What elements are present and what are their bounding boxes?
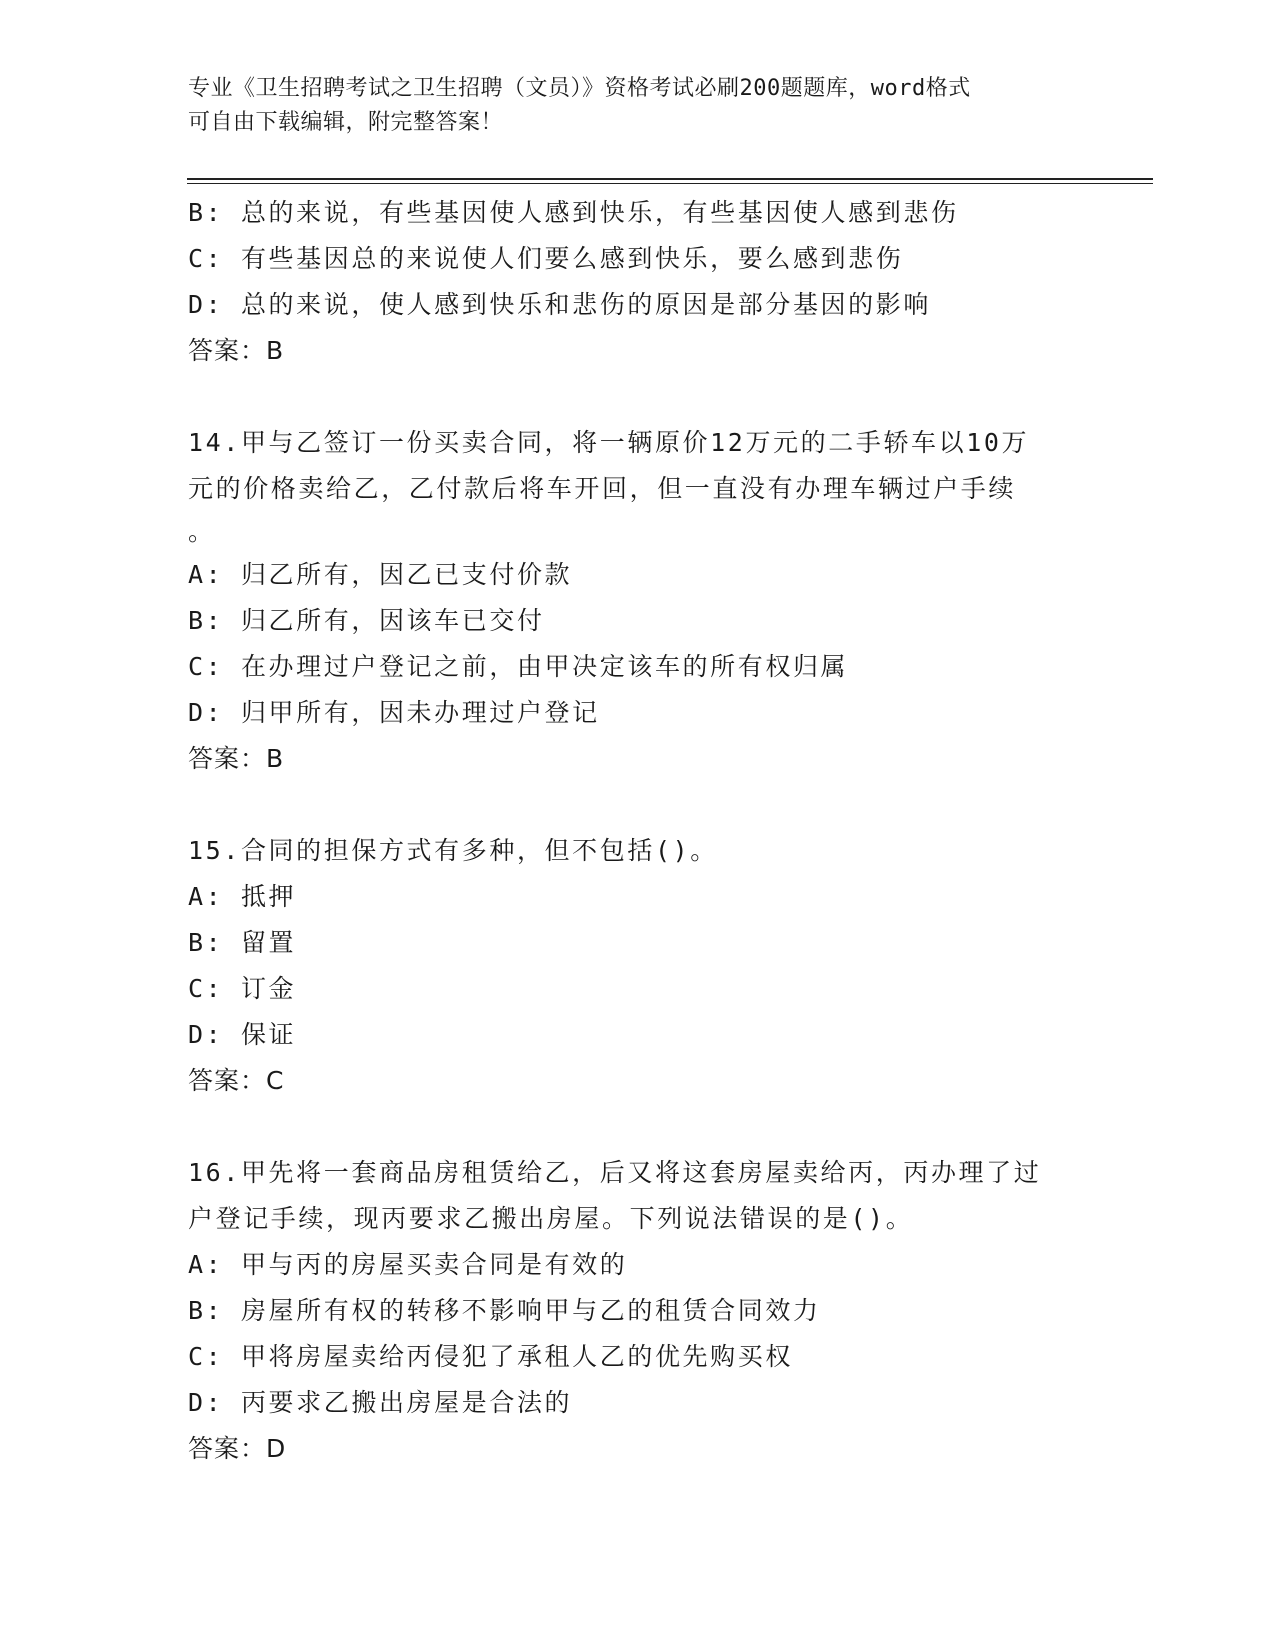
question-16 (188, 1150, 1088, 1472)
spacer (188, 1104, 1088, 1150)
question-stem: 元的价格卖给乙，乙付款后将车开回，但一直没有办理车辆过户手续 (188, 474, 1017, 503)
option-b: B: 房屋所有权的转移不影响甲与乙的租赁合同效力 (188, 1296, 821, 1325)
option-d: D: 保证 (188, 1020, 297, 1049)
header-divider-thick (187, 178, 1153, 180)
spacer (188, 374, 1088, 420)
question-14 (188, 420, 1088, 782)
option-d: D: 归甲所有，因未办理过户登记 (188, 698, 600, 727)
option-c: C: 订金 (188, 974, 297, 1003)
question-stem: 15.合同的担保方式有多种，但不包括()。 (188, 836, 718, 865)
header-title-line-1: 专业《卫生招聘考试之卫生招聘（文员）》资格考试必刷200题题库，word格式 (188, 76, 971, 101)
option-b: B: 总的来说，有些基因使人感到快乐，有些基因使人感到悲伤 (188, 198, 959, 227)
answer-line: 答案：C (188, 1066, 285, 1095)
answer-line: 答案：D (188, 1434, 287, 1463)
question-stem: 户登记手续，现丙要求乙搬出房屋。下列说法错误的是()。 (188, 1204, 914, 1233)
document-header (188, 72, 1088, 140)
question-15 (188, 828, 1088, 1104)
option-b: B: 归乙所有，因该车已交付 (188, 606, 545, 635)
answer-line: 答案：B (188, 336, 285, 365)
question-content (188, 190, 1088, 1472)
option-c: C: 在办理过户登记之前，由甲决定该车的所有权归属 (188, 652, 849, 681)
option-d: D: 总的来说，使人感到快乐和悲伤的原因是部分基因的影响 (188, 290, 931, 319)
question-13 (188, 190, 1088, 374)
header-title-line-2: 可自由下载编辑，附完整答案！ (188, 110, 504, 135)
option-b: B: 留置 (188, 928, 297, 957)
option-c: C: 甲将房屋卖给丙侵犯了承租人乙的优先购买权 (188, 1342, 793, 1371)
question-stem: 14.甲与乙签订一份买卖合同，将一辆原价12万元的二手轿车以10万 (188, 428, 1030, 457)
option-d: D: 丙要求乙搬出房屋是合法的 (188, 1388, 573, 1417)
option-a: A: 归乙所有，因乙已支付价款 (188, 560, 573, 589)
spacer (188, 782, 1088, 828)
header-divider-thin (187, 183, 1153, 184)
option-c: C: 有些基因总的来说使人们要么感到快乐，要么感到悲伤 (188, 244, 904, 273)
answer-line: 答案：B (188, 744, 285, 773)
option-a: A: 甲与丙的房屋买卖合同是有效的 (188, 1250, 628, 1279)
question-stem: 。 (188, 517, 216, 546)
question-stem: 16.甲先将一套商品房租赁给乙，后又将这套房屋卖给丙，丙办理了过 (188, 1158, 1042, 1187)
option-a: A: 抵押 (188, 882, 297, 911)
